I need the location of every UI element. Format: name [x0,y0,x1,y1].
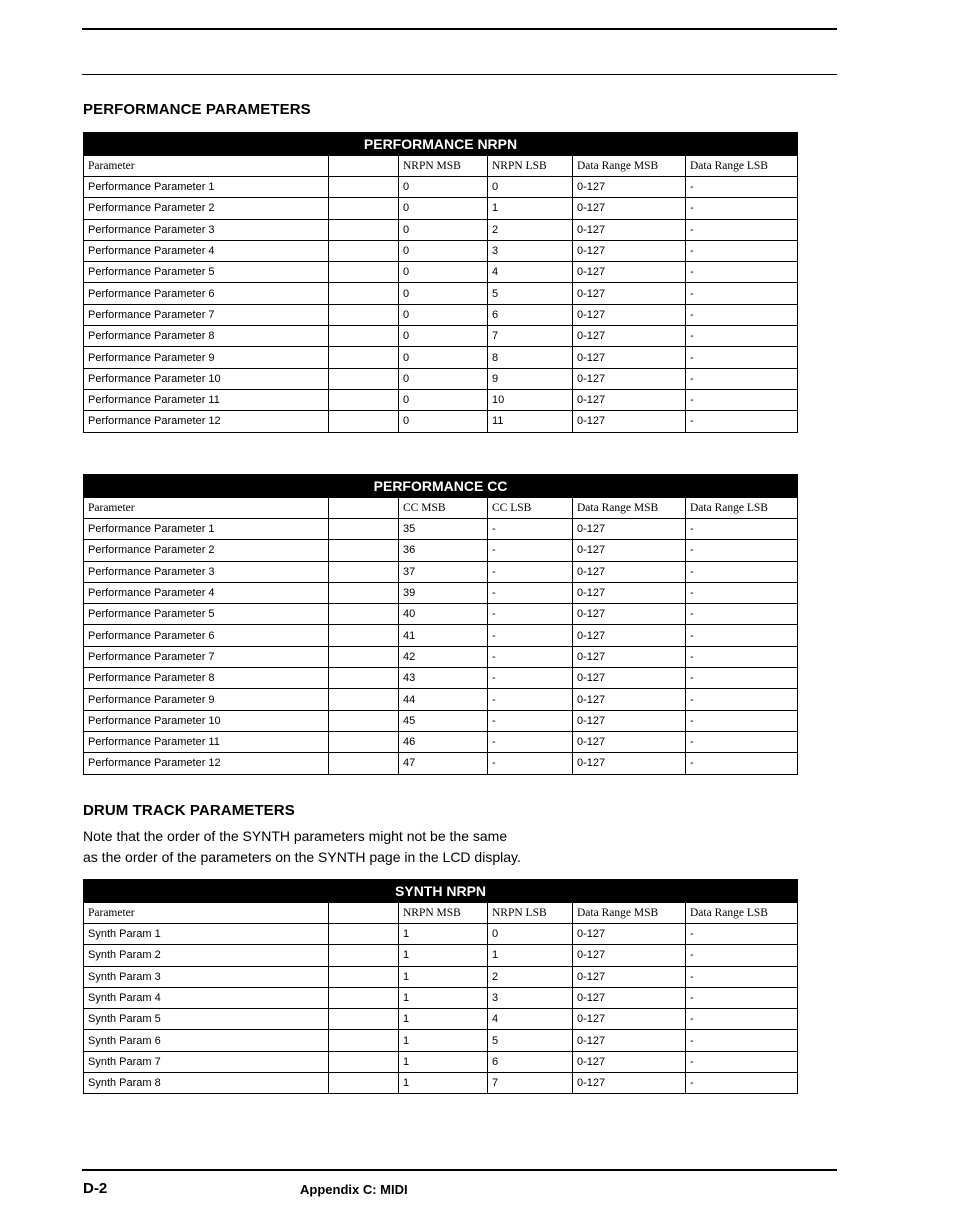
table-cell [329,689,399,710]
table-cell: Performance Parameter 2 [84,540,329,561]
table-cell: 0-127 [573,389,686,410]
table-cell: 4 [488,1009,573,1030]
table-cell: 10 [488,389,573,410]
table-cell: 1 [488,945,573,966]
table-row [84,219,798,240]
table-row [84,262,798,283]
table-cell: 0-127 [573,945,686,966]
table-row [84,1051,798,1072]
table-cell: - [488,540,573,561]
header-rule-top [82,28,837,30]
table-cell: 0 [399,177,488,198]
table-row [84,753,798,774]
table-row [84,1073,798,1094]
table-cell: - [488,689,573,710]
table-cell [329,753,399,774]
table-cell: 0-127 [573,177,686,198]
column-header [329,498,399,519]
table-row [84,347,798,368]
table-cell: 0 [399,411,488,432]
table-cell: - [686,1009,798,1030]
table-cell: 5 [488,283,573,304]
table-cell: - [686,582,798,603]
table-cell: 0-127 [573,219,686,240]
table-cell: 41 [399,625,488,646]
table-cell: 39 [399,582,488,603]
table-cell: - [488,519,573,540]
table-cell: 1 [399,1073,488,1094]
column-header: NRPN MSB [399,903,488,924]
table-cell [329,519,399,540]
table-cell [329,561,399,582]
table-cell: - [686,945,798,966]
column-header: Parameter [84,498,329,519]
table-cell: - [686,561,798,582]
table-cell [329,177,399,198]
table-cell [329,326,399,347]
table-row [84,945,798,966]
column-header: Parameter [84,903,329,924]
table-row [84,198,798,219]
page-number: D-2 [83,1180,108,1197]
table-cell [329,283,399,304]
table-cell [329,710,399,731]
table-cell: 7 [488,1073,573,1094]
table-cell: Performance Parameter 1 [84,519,329,540]
table-cell: 0 [399,389,488,410]
table-row [84,1009,798,1030]
chapter-title: Appendix C: MIDI [300,1182,408,1197]
table-row [84,389,798,410]
table-cell: - [686,1051,798,1072]
table-cell: 0-127 [573,283,686,304]
table-cell: Performance Parameter 7 [84,646,329,667]
table-cell: Performance Parameter 1 [84,177,329,198]
table-cell: 4 [488,262,573,283]
table-cell: Performance Parameter 7 [84,304,329,325]
table-cell: 11 [488,411,573,432]
table-cell [329,389,399,410]
table-cell: 37 [399,561,488,582]
column-header [329,903,399,924]
table-cell: 0-127 [573,326,686,347]
table-cell: 0 [399,198,488,219]
table-cell: - [488,582,573,603]
table-cell: 1 [399,1009,488,1030]
table-cell: 0-127 [573,1030,686,1051]
table-cell: - [686,283,798,304]
table-row [84,710,798,731]
column-header-row [84,498,798,519]
column-header-row [84,903,798,924]
table-cell: Performance Parameter 8 [84,326,329,347]
table-cell: 0 [399,240,488,261]
table-row [84,625,798,646]
column-header: Data Range MSB [573,156,686,177]
table-cell: - [488,731,573,752]
table-row [84,177,798,198]
drum-track-parameters-heading: DRUM TRACK PARAMETERS [83,802,295,819]
table-cell: 3 [488,987,573,1008]
table-cell: - [686,219,798,240]
table-cell: 0-127 [573,519,686,540]
table-cell: Performance Parameter 2 [84,198,329,219]
table-cell: Performance Parameter 12 [84,411,329,432]
table-cell [329,347,399,368]
table-cell [329,731,399,752]
table-cell: - [686,625,798,646]
table-cell: Performance Parameter 8 [84,668,329,689]
performance-nrpn-table [83,132,798,433]
table-cell: - [488,646,573,667]
table-cell: - [686,326,798,347]
column-header: Parameter [84,156,329,177]
table-cell: 0-127 [573,710,686,731]
table-cell [329,1030,399,1051]
table-cell: 0-127 [573,540,686,561]
table-cell: 6 [488,1051,573,1072]
table-cell: Synth Param 1 [84,924,329,945]
column-header: NRPN LSB [488,903,573,924]
table-row [84,326,798,347]
table-cell [329,625,399,646]
table-cell: - [686,710,798,731]
table-cell: - [686,262,798,283]
drum-note-line-1: Note that the order of the SYNTH parameters might not be the same [83,828,508,844]
table-cell: 45 [399,710,488,731]
table-cell: 1 [399,945,488,966]
table-cell: - [686,411,798,432]
table-cell: 2 [488,219,573,240]
table-cell: 0-127 [573,411,686,432]
column-header-row [84,156,798,177]
table-cell: Performance Parameter 9 [84,347,329,368]
table-cell: 3 [488,240,573,261]
table-cell: 1 [399,987,488,1008]
table-cell: - [488,753,573,774]
table-row [84,368,798,389]
table-cell [329,1073,399,1094]
table-cell [329,411,399,432]
table-cell: 47 [399,753,488,774]
table-cell: 0 [399,304,488,325]
table-cell [329,240,399,261]
table-cell: Performance Parameter 4 [84,582,329,603]
table-cell: - [686,924,798,945]
table-cell: - [488,561,573,582]
table-cell: - [686,731,798,752]
table-cell: 44 [399,689,488,710]
table-row [84,304,798,325]
table-cell: 0-127 [573,646,686,667]
table-cell: Performance Parameter 10 [84,710,329,731]
table-cell: - [488,625,573,646]
table-row [84,283,798,304]
table-row [84,561,798,582]
table-row [84,519,798,540]
table-cell: - [686,1030,798,1051]
table-row [84,604,798,625]
table-cell: 0 [399,283,488,304]
table-cell: 7 [488,326,573,347]
header-rule-bottom [82,74,837,75]
table-cell: 0-127 [573,198,686,219]
table-cell: 42 [399,646,488,667]
table-cell: Synth Param 7 [84,1051,329,1072]
table-cell: 0-127 [573,966,686,987]
table-cell [329,540,399,561]
table-cell: - [686,198,798,219]
table-row [84,689,798,710]
column-header: Data Range LSB [686,498,798,519]
table-cell: 0-127 [573,668,686,689]
table-cell: - [686,689,798,710]
table-cell: Performance Parameter 11 [84,731,329,752]
table-cell: 1 [399,1051,488,1072]
table-cell: - [686,604,798,625]
table-cell: 1 [488,198,573,219]
table-cell: 0-127 [573,1051,686,1072]
table-row [84,646,798,667]
table-row [84,668,798,689]
table-cell: Performance Parameter 3 [84,561,329,582]
table-cell: 0 [488,177,573,198]
table-cell [329,1009,399,1030]
table-cell: 0 [399,347,488,368]
table-cell: 1 [399,1030,488,1051]
table-cell: 0-127 [573,731,686,752]
table-cell: Performance Parameter 10 [84,368,329,389]
table-cell: - [686,177,798,198]
table-row [84,924,798,945]
table-cell: - [488,710,573,731]
table-cell [329,304,399,325]
table-cell: 0 [399,326,488,347]
drum-note-line-2: as the order of the parameters on the SYNTH page in the LCD display. [83,849,521,865]
table-cell [329,668,399,689]
table-cell: 35 [399,519,488,540]
table-cell: - [686,389,798,410]
table-cell [329,966,399,987]
table-cell [329,924,399,945]
table-title: PERFORMANCE CC [84,475,798,498]
table-cell: - [686,987,798,1008]
table-row [84,240,798,261]
table-cell: 0-127 [573,240,686,261]
table-cell [329,582,399,603]
table-cell: Performance Parameter 3 [84,219,329,240]
table-cell: - [686,668,798,689]
table-cell: 0 [399,262,488,283]
table-cell: 40 [399,604,488,625]
table-cell: 5 [488,1030,573,1051]
table-cell: 0-127 [573,561,686,582]
table-cell: - [686,519,798,540]
column-header: NRPN MSB [399,156,488,177]
column-header: Data Range MSB [573,498,686,519]
performance-cc-table [83,474,798,775]
table-cell: - [686,540,798,561]
table-cell: 0-127 [573,924,686,945]
table-row [84,987,798,1008]
table-cell: Synth Param 2 [84,945,329,966]
table-cell [329,945,399,966]
table-cell [329,604,399,625]
table-cell: 36 [399,540,488,561]
table-cell: Performance Parameter 4 [84,240,329,261]
table-cell: 46 [399,731,488,752]
table-cell: Performance Parameter 12 [84,753,329,774]
table-cell: 6 [488,304,573,325]
table-cell: 0-127 [573,262,686,283]
table-cell: Synth Param 8 [84,1073,329,1094]
table-cell: 0-127 [573,368,686,389]
table-cell: - [686,1073,798,1094]
synth-nrpn-table [83,879,798,1094]
table-cell: 43 [399,668,488,689]
table-cell: 0 [399,219,488,240]
table-title: SYNTH NRPN [84,880,798,903]
table-cell: - [686,368,798,389]
table-cell: 9 [488,368,573,389]
table-cell: Performance Parameter 5 [84,604,329,625]
table-cell: 0-127 [573,625,686,646]
table-cell: 8 [488,347,573,368]
table-cell: - [686,753,798,774]
column-header: NRPN LSB [488,156,573,177]
column-header: Data Range LSB [686,903,798,924]
performance-parameters-heading: PERFORMANCE PARAMETERS [83,101,311,118]
table-cell: - [686,966,798,987]
table-cell: - [686,347,798,368]
table-cell: 0-127 [573,304,686,325]
column-header: Data Range LSB [686,156,798,177]
table-cell: 2 [488,966,573,987]
table-cell: Performance Parameter 9 [84,689,329,710]
table-cell [329,262,399,283]
table-cell: - [686,304,798,325]
table-cell: Synth Param 4 [84,987,329,1008]
table-cell: - [686,646,798,667]
table-cell [329,368,399,389]
table-cell [329,646,399,667]
table-cell: - [686,240,798,261]
table-title: PERFORMANCE NRPN [84,133,798,156]
table-cell: Synth Param 3 [84,966,329,987]
table-cell [329,198,399,219]
table-cell: 0 [488,924,573,945]
table-cell [329,987,399,1008]
column-header: CC MSB [399,498,488,519]
column-header: Data Range MSB [573,903,686,924]
table-cell: Performance Parameter 6 [84,625,329,646]
table-cell: 0-127 [573,582,686,603]
table-cell: - [488,604,573,625]
table-cell: Performance Parameter 11 [84,389,329,410]
column-header: CC LSB [488,498,573,519]
table-row [84,1030,798,1051]
table-cell [329,1051,399,1072]
table-row [84,966,798,987]
table-cell: 0-127 [573,1009,686,1030]
table-row [84,540,798,561]
column-header [329,156,399,177]
table-cell: - [488,668,573,689]
footer-rule [82,1169,837,1171]
table-cell: 1 [399,924,488,945]
table-cell: Synth Param 6 [84,1030,329,1051]
table-cell: 0-127 [573,604,686,625]
table-cell: 0-127 [573,1073,686,1094]
table-cell: 0-127 [573,987,686,1008]
table-cell: 0 [399,368,488,389]
table-row [84,731,798,752]
table-row [84,411,798,432]
table-cell [329,219,399,240]
table-cell: Synth Param 5 [84,1009,329,1030]
table-cell: Performance Parameter 5 [84,262,329,283]
table-cell: 0-127 [573,689,686,710]
table-row [84,582,798,603]
table-cell: 1 [399,966,488,987]
table-cell: 0-127 [573,753,686,774]
table-cell: 0-127 [573,347,686,368]
table-cell: Performance Parameter 6 [84,283,329,304]
